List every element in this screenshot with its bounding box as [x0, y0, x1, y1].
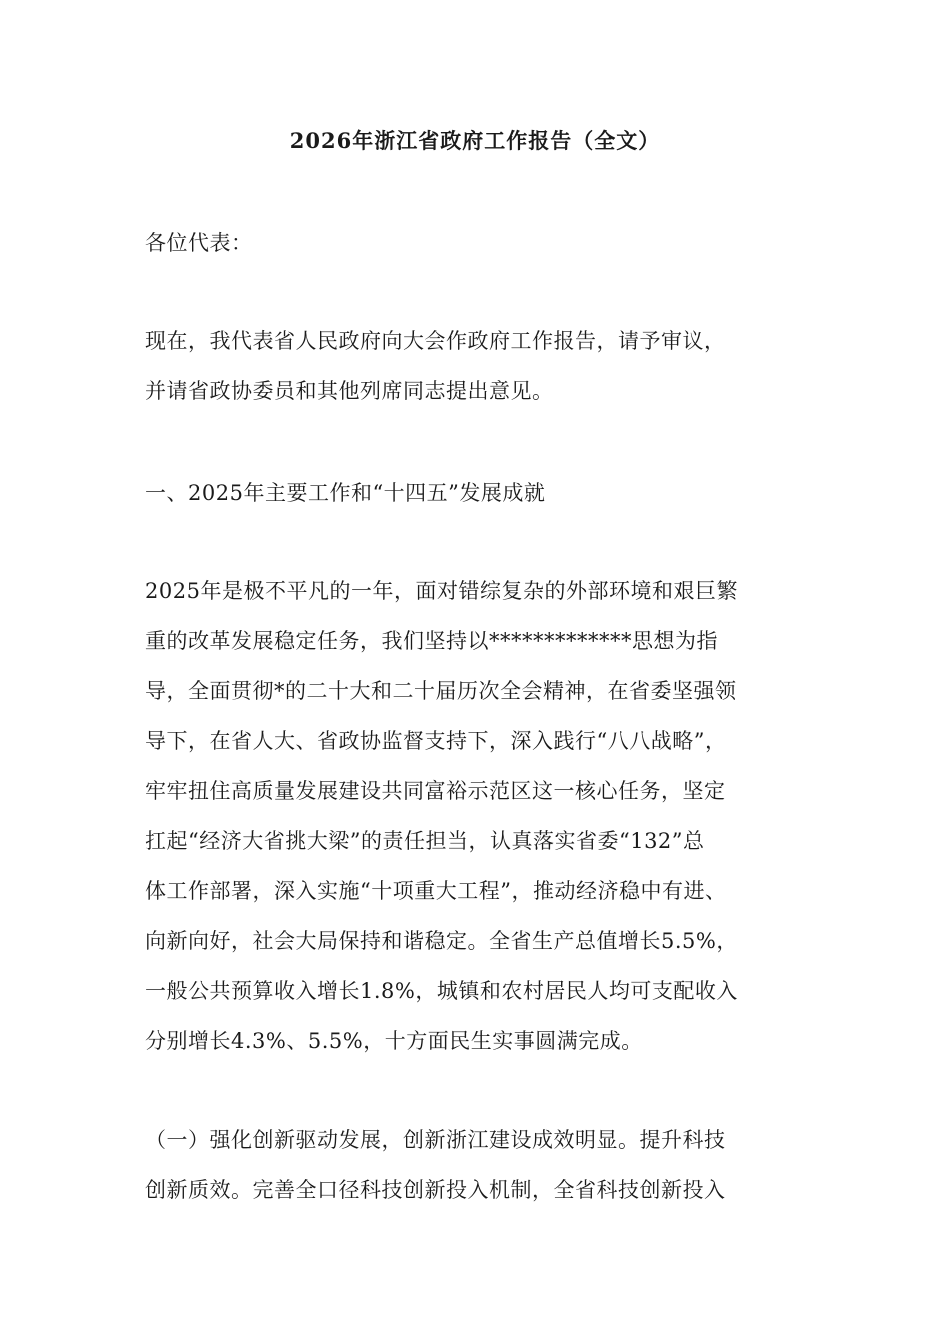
summary-line-8: 向新向好，社会大局保持和谐稳定。全省生产总值增长5.5%，	[145, 929, 738, 953]
section-heading: 一、2025年主要工作和“十四五”发展成就	[145, 481, 546, 505]
summary-line-3: 导，全面贯彻*的二十大和二十届历次全会精神，在省委坚强领	[145, 679, 737, 703]
summary-line-9: 一般公共预算收入增长1.8%，城镇和农村居民人均可支配收入	[145, 979, 738, 1003]
salutation: 各位代表：	[145, 231, 253, 255]
intro-line-2: 并请省政协委员和其他列席同志提出意见。	[145, 379, 554, 403]
subsection-line-2: 创新质效。完善全口径科技创新投入机制，全省科技创新投入	[145, 1178, 726, 1202]
summary-line-6: 扛起“经济大省挑大梁”的责任担当，认真落实省委“132”总	[145, 829, 705, 853]
summary-line-5: 牢牢扭住高质量发展建设共同富裕示范区这一核心任务，坚定	[145, 779, 726, 803]
summary-line-2: 重的改革发展稳定任务，我们坚持以*************思想为指	[145, 629, 718, 653]
subsection-line-1: （一）强化创新驱动发展，创新浙江建设成效明显。提升科技	[145, 1128, 726, 1152]
document-title: 2026年浙江省政府工作报告（全文）	[289, 128, 661, 153]
summary-line-10: 分别增长4.3%、5.5%，十方面民生实事圆满完成。	[145, 1029, 643, 1053]
intro-line-1: 现在，我代表省人民政府向大会作政府工作报告，请予审议，	[145, 329, 726, 353]
summary-line-7: 体工作部署，深入实施“十项重大工程”，推动经济稳中有进、	[145, 879, 727, 903]
summary-line-1: 2025年是极不平凡的一年，面对错综复杂的外部环境和艰巨繁	[145, 579, 738, 603]
summary-line-4: 导下，在省人大、省政协监督支持下，深入践行“八八战略”，	[145, 729, 727, 753]
